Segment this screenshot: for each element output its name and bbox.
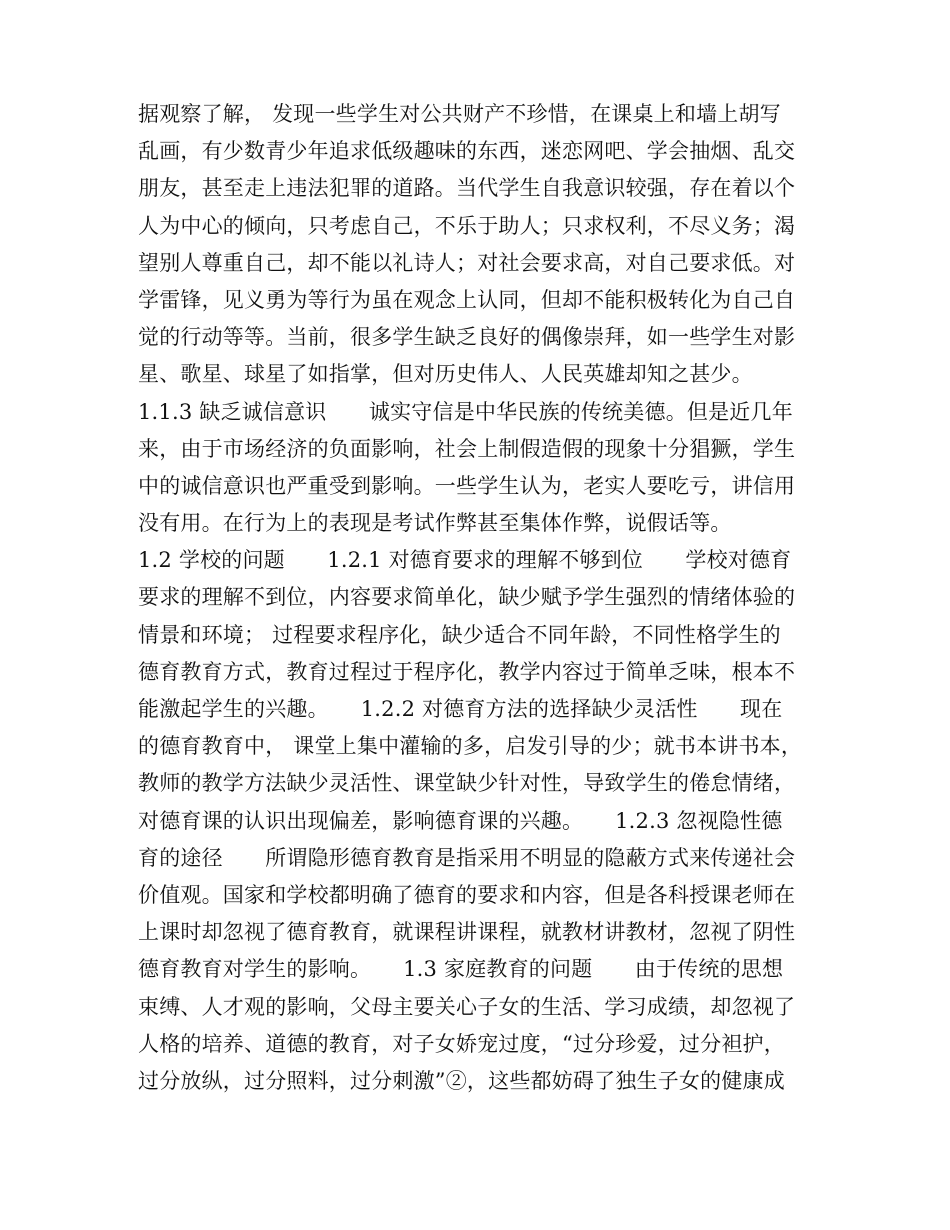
text-line: 据观察了解， 发现一些学生对公共财产不珍惜，在课桌上和墙上胡写: [138, 102, 781, 126]
text-line: 觉的行动等等。当前，很多学生缺乏良好的偶像崇拜，如一些学生对影: [138, 325, 796, 350]
text-line: 要求的理解不到位，内容要求简单化，缺少赋予学生强烈的情绪体验的: [138, 585, 796, 610]
body-text: [138, 96, 828, 1100]
text-line: 情景和环境； 过程要求程序化，缺少适合不同年龄，不同性格学生的: [138, 622, 781, 647]
text-line: 星、歌星、球星了如指掌，但对历史伟人、人民英雄却知之甚少。: [138, 362, 753, 387]
text-line: 1.1.3 缺乏诚信意识 诚实守信是中华民族的传统美德。但是近几年: [138, 399, 793, 424]
text-line: 望别人尊重自己，却不能以礼诗人；对社会要求高，对自己要求低。对: [138, 250, 796, 275]
text-line: 价值观。国家和学校都明确了德育的要求和内容，但是各科授课老师在: [138, 882, 796, 907]
text-line: 束缚、人才观的影响，父母主要关心子女的生活、学习成绩，却忽视了: [138, 994, 796, 1019]
text-line: 人为中心的倾向，只考虑自己，不乐于助人；只求权利，不尽义务；渴: [138, 213, 796, 238]
text-line: 对德育课的认识出现偏差，影响德育课的兴趣。 1.2.3 忽视隐性德: [138, 808, 783, 833]
text-line: 乱画，有少数青少年追求低级趣味的东西，迷恋网吧、学会抽烟、乱交: [138, 139, 796, 164]
text-line: 没有用。在行为上的表现是考试作弊甚至集体作弊，说假话等。: [138, 511, 732, 536]
text-line: 德育教育对学生的影响。 1.3 家庭教育的问题 由于传统的思想: [138, 957, 784, 982]
text-line: 1.2 学校的问题 1.2.1 对德育要求的理解不够到位 学校对德育: [138, 548, 792, 573]
text-line: 人格的培养、道德的教育，对子女娇宠过度，“过分珍爱，过分袒护，: [138, 1031, 785, 1056]
text-line: 能激起学生的兴趣。 1.2.2 对德育方法的选择缺少灵活性 现在: [138, 697, 783, 721]
text-line: 过分放纵，过分照料，过分刺激”②，这些都妨碍了独生子女的健康成: [138, 1068, 785, 1093]
text-line: 上课时却忽视了德育教育，就课程讲课程，就教材讲教材，忽视了阴性: [138, 920, 796, 945]
text-line: 教师的教学方法缺少灵活性、课堂缺少针对性，导致学生的倦怠情绪，: [138, 771, 796, 796]
text-line: 德育教育方式，教育过程过于程序化，教学内容过于简单乏味，根本不: [138, 659, 796, 684]
text-line: 的德育教育中， 课堂上集中灌输的多，启发引导的少；就书本讲书本，: [138, 734, 803, 759]
text-line: 中的诚信意识也严重受到影响。一些学生认为，老实人要吃亏，讲信用: [138, 473, 796, 498]
text-line: 育的途径 所谓隐形德育教育是指采用不明显的隐蔽方式来传递社会: [138, 845, 796, 870]
text-line: 来，由于市场经济的负面影响，社会上制假造假的现象十分猖獗，学生: [138, 436, 796, 461]
text-line: 朋友，甚至走上违法犯罪的道路。当代学生自我意识较强，存在着以个: [138, 176, 796, 201]
text-line: 学雷锋，见义勇为等行为虽在观念上认同，但却不能积极转化为自己自: [138, 287, 796, 312]
